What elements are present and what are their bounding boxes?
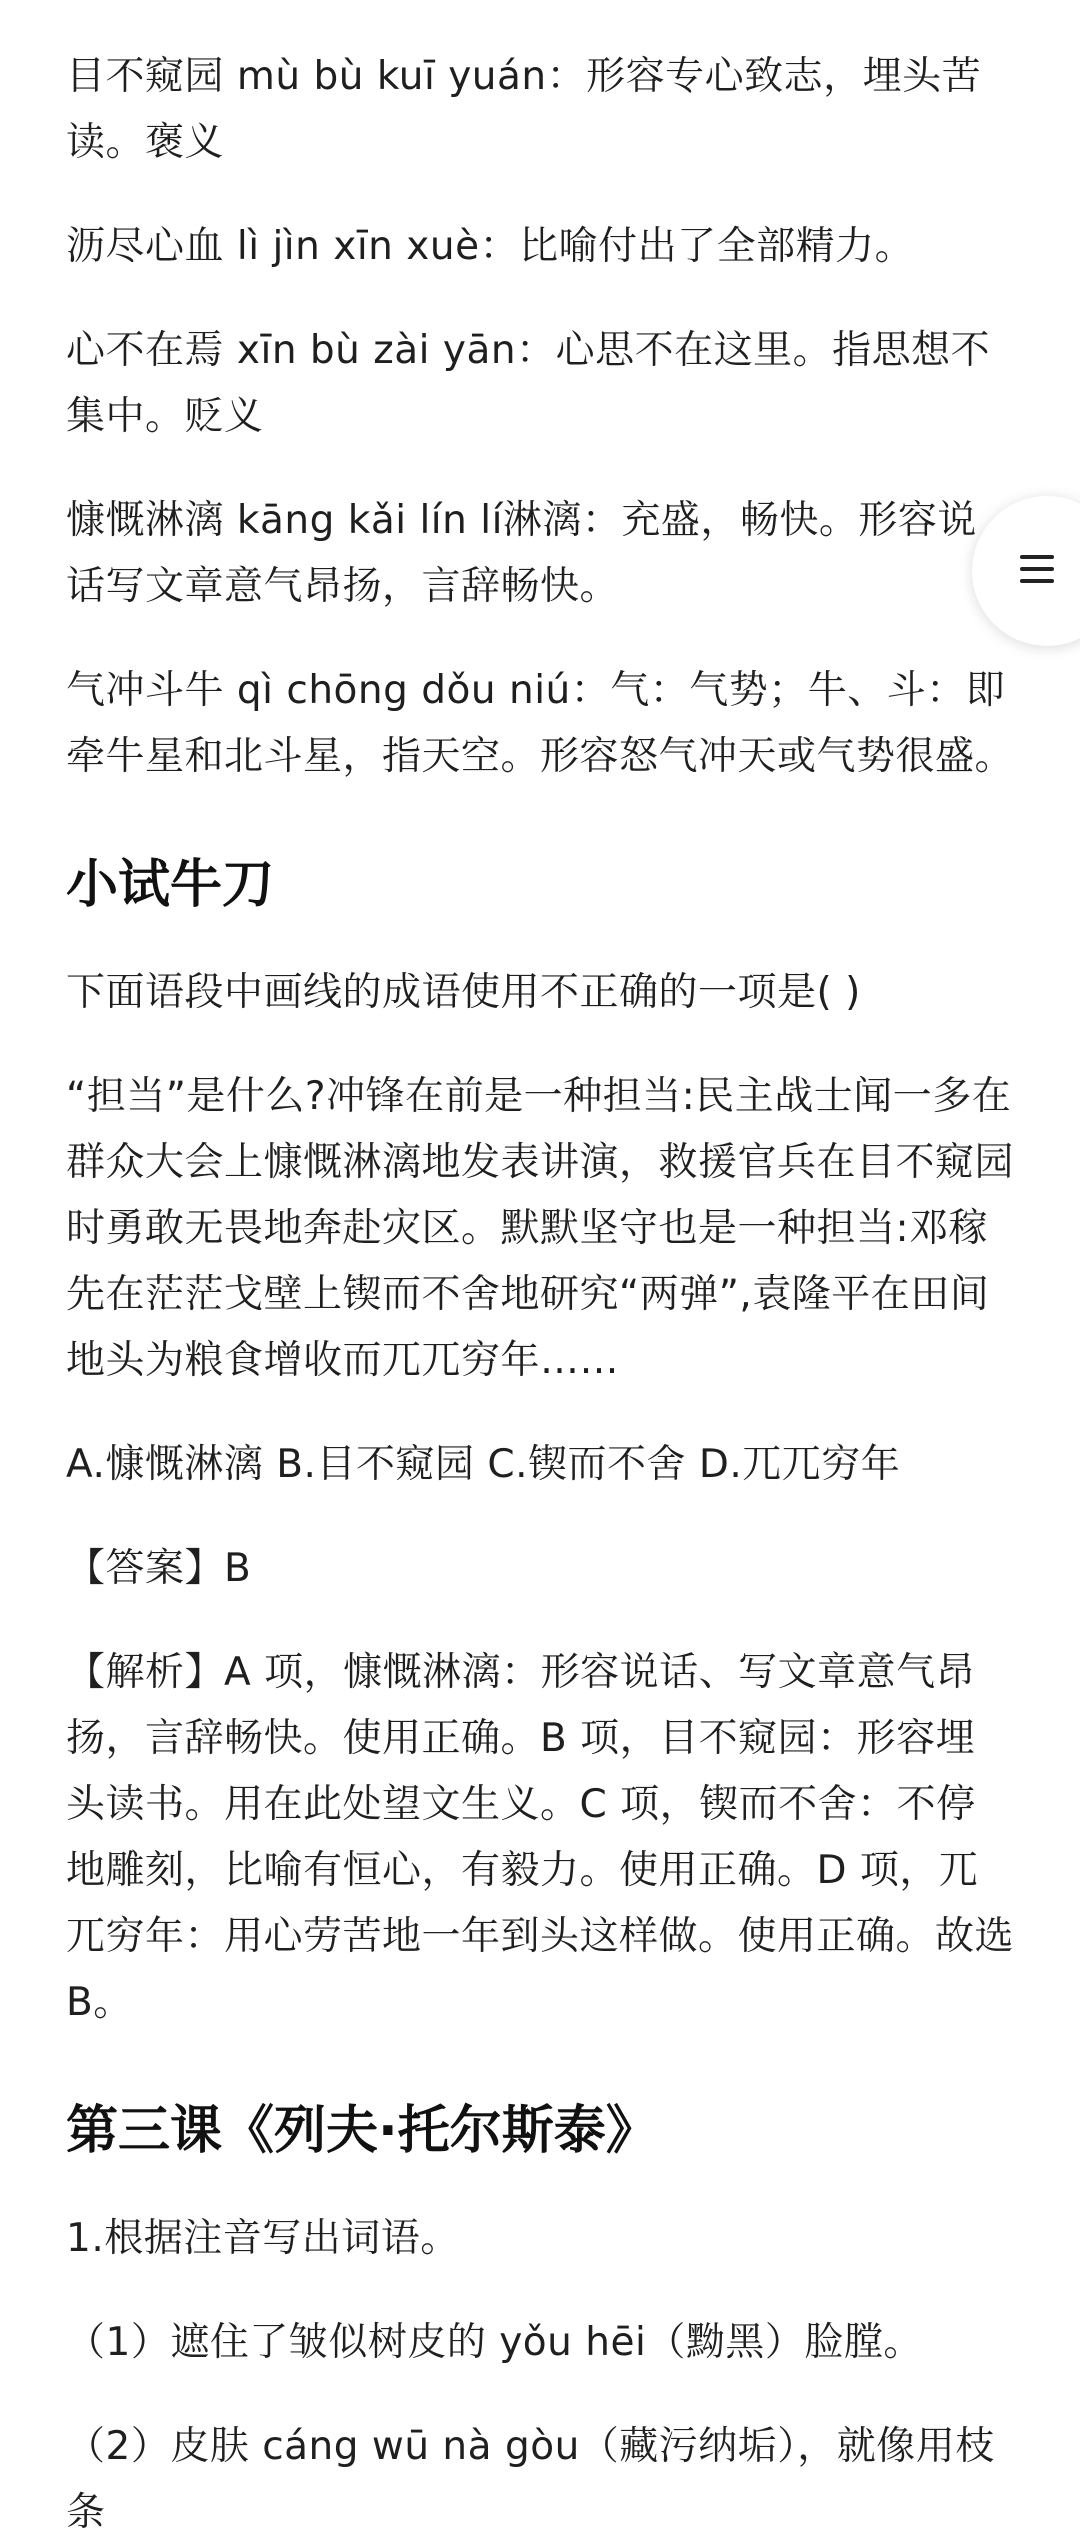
exercise-item: （2）皮肤 cáng wū nà gòu（藏污纳垢），就像用枝条 (66, 2424, 995, 2535)
hamburger-menu-icon (1020, 551, 1054, 587)
passage-text: “担当”是什么?冲锋在前是一种担当:民主战士闻一多在群众大会上慷慨淋漓地发表讲演，救援官兵在目不窥园时勇敢无畏地奔赴灾区。默默坚守也是一种担当:邓稼先在茫茫戈壁上锲而不舍地研究“两弹”,袁隆平在田间地头为粮食增收而兀兀穷年…… (66, 1074, 1015, 1383)
idiom-item: 气冲斗牛 qì chōng dǒu niú：气：气势；牛、斗：即牵牛星和北斗星，指天空。形容怒气冲天或气势很盛。 (66, 668, 1015, 779)
instruction-text: 1.根据注音写出词语。 (66, 2216, 460, 2261)
options-text: A.慷慨淋漓 B.目不窥园 C.锲而不舍 D.兀兀穷年 (66, 1442, 901, 1487)
section-heading: 第三课《列夫·托尔斯泰》 (66, 2101, 658, 2161)
idiom-item: 沥尽心血 lì jìn xīn xuè：比喻付出了全部精力。 (66, 224, 915, 269)
idiom-item: 目不窥园 mù bù kuī yuán：形容专心致志，埋头苦读。褒义 (66, 54, 982, 165)
idiom-item: 心不在焉 xīn bù zài yān：心思不在这里。指思想不集中。贬义 (66, 328, 991, 439)
question-text: 下面语段中画线的成语使用不正确的一项是( ) (66, 970, 861, 1015)
section-heading: 小试牛刀 (66, 855, 275, 915)
answer-text: 【答案】B (66, 1546, 252, 1591)
exercise-item: （1）遮住了皱似树皮的 yǒu hēi（黝黑）脸膛。 (66, 2320, 923, 2365)
analysis-text: 【解析】A 项，慷慨淋漓：形容说话、写文章意气昂扬，言辞畅快。使用正确。B 项，目不窥园：形容埋头读书。用在此处望文生义。C 项，锲而不舍：不停地雕刻，比喻有恒心，有毅力。使用正确。D 项，兀兀穷年：用心劳苦地一年到头这样做。使用正确。故选 B。 (66, 1650, 1015, 2025)
idiom-item: 慷慨淋漓 kāng kǎi lín lí淋漓：充盛，畅快。形容说话写文章意气昂扬，言辞畅快。 (66, 498, 977, 609)
